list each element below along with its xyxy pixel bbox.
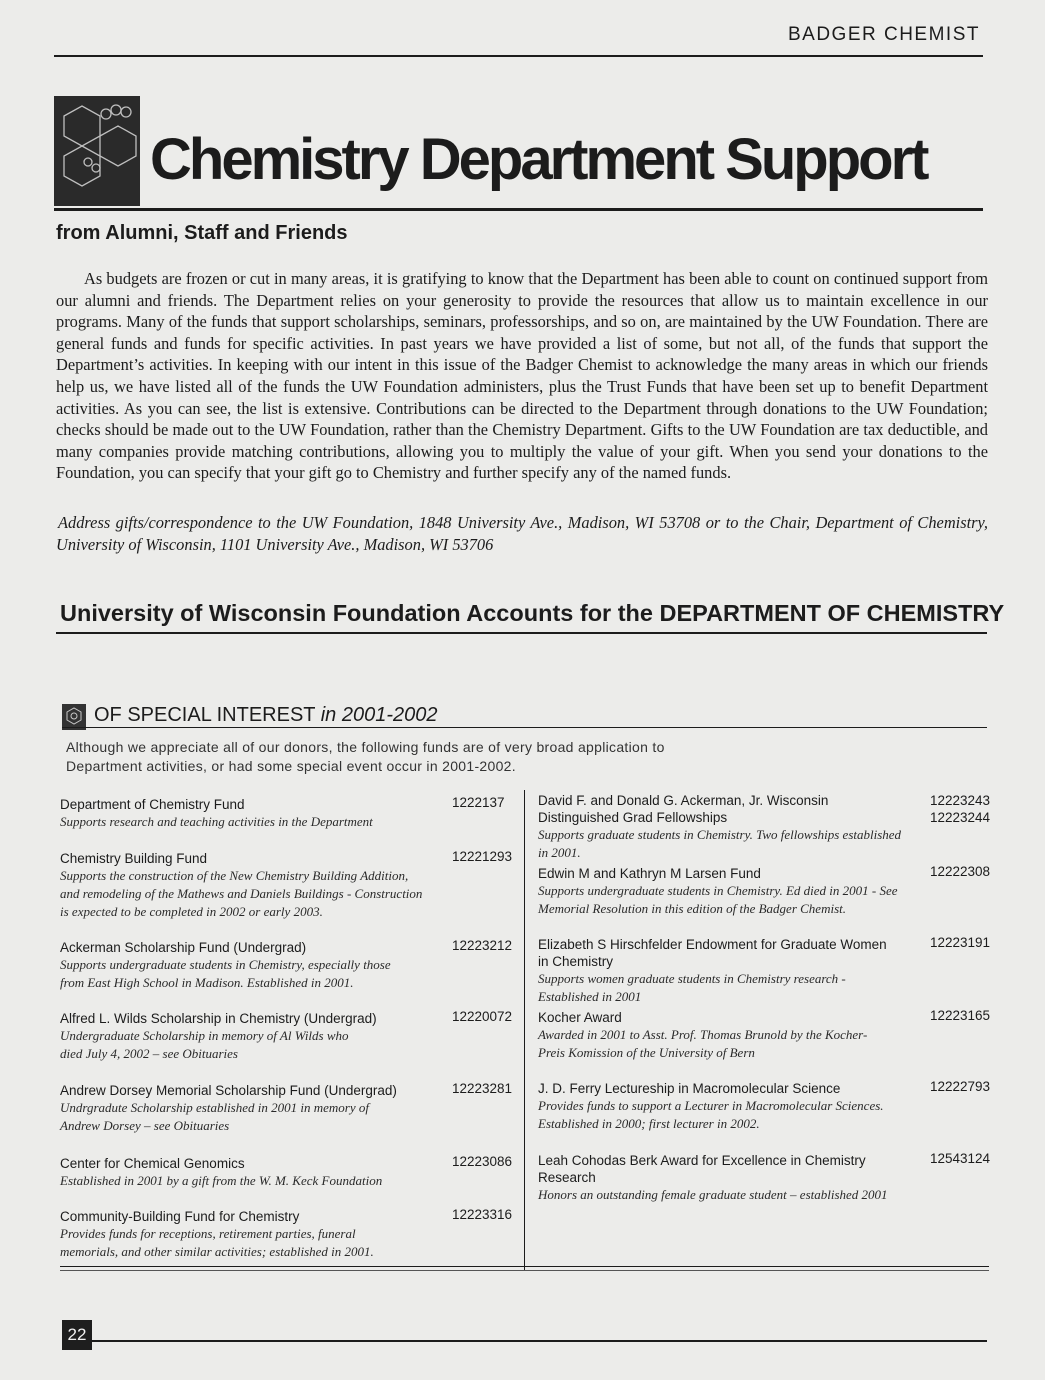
special-interest-heading xyxy=(94,704,438,727)
fund-description: Honors an outstanding female graduate student – established 2001 xyxy=(538,1187,888,1202)
fund-entry xyxy=(538,865,908,918)
fund-number: 12223086 xyxy=(452,1154,513,1169)
fund-name: Edwin M and Kathryn M Larsen Fund xyxy=(538,866,761,881)
molecule-graphic xyxy=(54,96,140,206)
fund-description: Supports graduate students in Chemistry. Two fellowships established in 2001. xyxy=(538,827,902,860)
special-interest-description: Although we appreciate all of our donors, the following funds are of very broad application to Department activities, or had some special event occur in 2001-2002. xyxy=(66,739,665,774)
fund-description: Supports undergraduate students in Chemistry. Ed died in 2001 - See Memorial Resolution in this edition of the Badger Chemist. xyxy=(538,883,898,916)
special-interest-label: OF SPECIAL INTEREST xyxy=(94,704,316,726)
fund-name: Ackerman Scholarship Fund (Undergrad) xyxy=(60,940,307,955)
column-divider xyxy=(524,790,525,1270)
fund-entry xyxy=(538,936,893,1006)
fund-number: 12223165 xyxy=(930,1008,991,1023)
fund-description: Provides funds for receptions, retirement parties, funeral memorials, and other similar activities; established in 2001. xyxy=(60,1226,374,1259)
fund-entry xyxy=(60,796,440,831)
special-interest-year: in 2001-2002 xyxy=(320,704,438,726)
fund-number: 12222793 xyxy=(930,1079,991,1094)
accounts-rule xyxy=(56,632,987,634)
footer-rule xyxy=(92,1340,987,1342)
page-subtitle: from Alumni, Staff and Friends xyxy=(56,222,348,244)
fund-description: Supports women graduate students in Chemistry research - Established in 2001 xyxy=(538,971,846,1004)
fund-entry xyxy=(60,1208,390,1261)
fund-entry xyxy=(60,939,405,992)
fund-description: Supports undergraduate students in Chemistry, especially those from East High School in Madison. Established in 2001. xyxy=(60,957,391,990)
fund-description: Awarded in 2001 to Asst. Prof. Thomas Brunold by the Kocher-Preis Komission of the University of Bern xyxy=(538,1027,868,1060)
fund-description: Undergraduate Scholarship in memory of Al Wilds who died July 4, 2002 – see Obituaries xyxy=(60,1028,349,1061)
table-bottom-rule xyxy=(60,1266,989,1267)
fund-number: 12220072 xyxy=(452,1009,513,1024)
fund-entry xyxy=(60,1082,397,1135)
fund-number: 12223191 xyxy=(930,935,991,950)
fund-entry xyxy=(538,792,913,862)
page-number: 22 xyxy=(62,1320,92,1350)
title-rule xyxy=(54,208,983,211)
masthead: BADGER CHEMIST xyxy=(787,24,980,45)
fund-description: Provides funds to support a Lecturer in Macromolecular Sciences. Established in 2000; first lecturer in 2002. xyxy=(538,1098,884,1131)
fund-number: 1222137 xyxy=(452,795,505,810)
table-bottom-rule-secondary xyxy=(60,1270,989,1271)
fund-description: Undrgradute Scholarship established in 2001 in memory of Andrew Dorsey – see Obituaries xyxy=(60,1100,369,1133)
fund-entry xyxy=(60,1155,440,1190)
fund-entry xyxy=(60,1010,377,1063)
fund-name: Department of Chemistry Fund xyxy=(60,797,245,812)
intro-paragraph: As budgets are frozen or cut in many areas, it is gratifying to know that the Department has been able to count on continued support from our alumni and friends. The Department relies on your generosity to provide the resources that allow us to maintain excellence in our programs. Many of the funds that support scholarships, seminars, professorships, and so on, are maintained by the UW Foundation. There are general funds and funds for specific activities. In past years we have provided a list of some, but not all, of the funds that support the Department’s activities. In keeping with our intent in this issue of the Badger Chemist to acknowledge the many areas in which our friends help us, we have listed all of the funds the UW Foundation administers, plus the Trust Funds that have been set up to benefit Department activities. As you can see, the list is extensive. Contributions can be directed to the Department through donations to the UW Foundation; checks should be made out to the UW Foundation, rather than the Chemistry Department. Gifts to the UW Foundation are tax deductible, and many companies provide matching contributions, allowing you to multiply the value of your gift. When you send your donations to the Foundation, you can specify that your gift go to Chemistry and further specify any of the named funds. xyxy=(56,269,988,483)
fund-name: Center for Chemical Genomics xyxy=(60,1156,245,1171)
page-title: Chemistry Department Support xyxy=(150,127,927,192)
fund-name: David F. and Donald G. Ackerman, Jr. Wisconsin Distinguished Grad Fellowships xyxy=(538,793,829,825)
fund-description: Supports research and teaching activities in the Department xyxy=(60,814,373,829)
fund-number-second: 12223244 xyxy=(930,810,991,825)
accounts-heading: University of Wisconsin Foundation Accounts for the DEPARTMENT OF CHEMISTRY xyxy=(60,600,1005,626)
fund-number: 12221293 xyxy=(452,849,513,864)
fund-number: 12223243 xyxy=(930,793,991,808)
fund-entry xyxy=(538,1009,888,1062)
special-interest-rule xyxy=(62,727,987,728)
fund-number: 12223316 xyxy=(452,1207,513,1222)
fund-entry xyxy=(538,1080,898,1133)
fund-name: Chemistry Building Fund xyxy=(60,851,208,866)
fund-description: Established in 2001 by a gift from the W. M. Keck Foundation xyxy=(60,1173,383,1188)
fund-name: Alfred L. Wilds Scholarship in Chemistry (Undergrad) xyxy=(60,1011,377,1026)
fund-name: Leah Cohodas Berk Award for Excellence in Chemistry Research xyxy=(538,1153,866,1185)
fund-name: Kocher Award xyxy=(538,1010,622,1025)
fund-number: 12543124 xyxy=(930,1151,991,1166)
fund-number: 12222308 xyxy=(930,864,991,879)
fund-name: J. D. Ferry Lectureship in Macromolecular Science xyxy=(538,1081,841,1096)
fund-entry xyxy=(60,850,430,921)
fund-name: Andrew Dorsey Memorial Scholarship Fund (Undergrad) xyxy=(60,1083,397,1098)
fund-name: Elizabeth S Hirschfelder Endowment for Graduate Women in Chemistry xyxy=(538,937,887,969)
fund-name: Community-Building Fund for Chemistry xyxy=(60,1209,300,1224)
fund-description: Supports the construction of the New Chemistry Building Addition, and remodeling of the Mathews and Daniels Buildings - Construction is expected to be completed in 2002 or early 2003. xyxy=(60,868,423,919)
header-rule xyxy=(54,55,983,57)
fund-number: 12223281 xyxy=(452,1081,513,1096)
fund-number: 12223212 xyxy=(452,938,513,953)
fund-entry xyxy=(538,1152,923,1204)
address-paragraph: Address gifts/correspondence to the UW Foundation, 1848 University Ave., Madison, WI 53708 or to the Chair, Department of Chemistry, University of Wisconsin, 1101 University Ave., Madison, WI 53706 xyxy=(56,513,988,554)
